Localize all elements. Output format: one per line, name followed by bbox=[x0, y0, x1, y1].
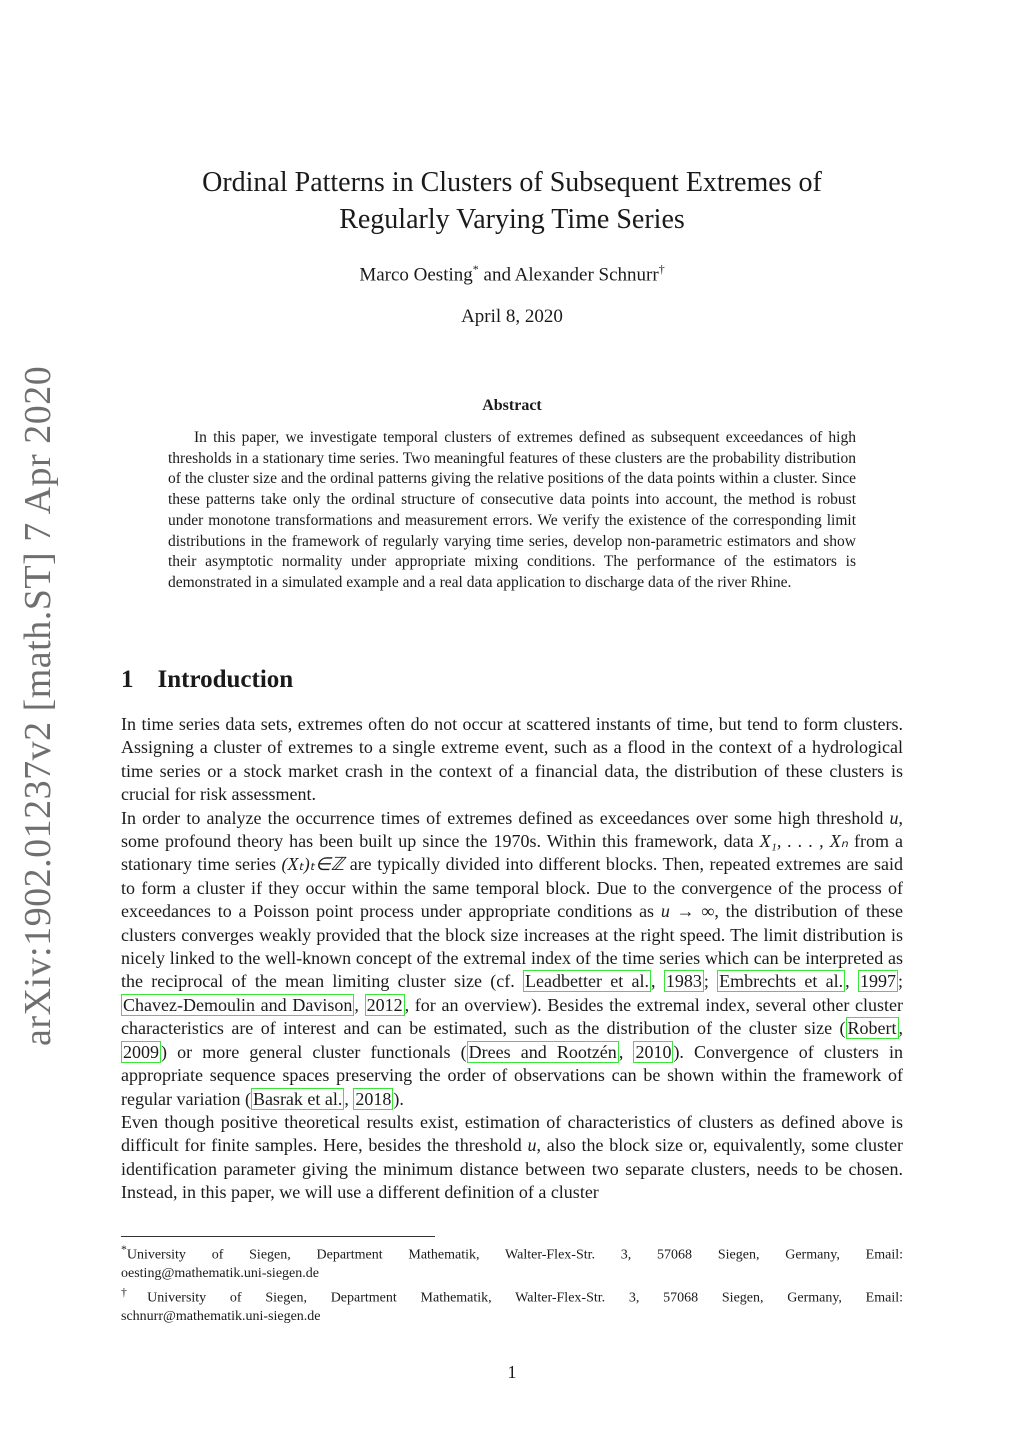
citation-year-link[interactable]: 2009 bbox=[123, 1041, 159, 1062]
math-u: u bbox=[889, 807, 899, 828]
footnote-mark: † bbox=[121, 1285, 148, 1299]
text-span: , some profound theory has been built up since the 1970s. Within this framework, data bbox=[121, 807, 903, 852]
footnote-text: University of Siegen, Department Mathematik, Walter-Flex-Str. 3, 57068 Siegen, Germany, Email: bbox=[147, 1290, 903, 1306]
citation-link[interactable]: Robert bbox=[847, 1018, 897, 1039]
intro-paragraph-3 bbox=[121, 1111, 903, 1205]
title-line-1: Ordinal Patterns in Clusters of Subsequent Extremes of bbox=[202, 167, 822, 198]
section-title: Introduction bbox=[157, 666, 294, 693]
text-span: ). bbox=[393, 1088, 404, 1109]
author-separator: and bbox=[478, 264, 515, 286]
citation-year-link[interactable]: 1983 bbox=[665, 971, 702, 992]
text-span: are typically divided into different blocks. Then, repeated extremes are said to form a cluster if they occur within the same temporal block. Due to the convergence of the process of exceedances to a Poisson point process under appropriate conditions as bbox=[121, 854, 903, 922]
authors bbox=[120, 262, 904, 286]
citation-link[interactable]: Embrechts et al. bbox=[719, 971, 844, 992]
text-span: Even though positive theoretical results exist, estimation of characteristics of clusters as defined above is difficult for finite samples. Here, besides the threshold bbox=[121, 1111, 903, 1156]
citation-year-link[interactable]: 2010 bbox=[635, 1041, 672, 1062]
math-limit: u → ∞ bbox=[660, 901, 715, 922]
abstract-text: In this paper, we investigate temporal clusters of extremes defined as subsequent exceedances of high thresholds in a stationary time series. Two meaningful features of these clusters are the probability distribution of the cluster size and the ordinal patterns giving the relative positions of the data points within a cluster. Since these patterns take only the ordinal structure of consecutive data points into account, the method is robust under monotone transformations and measurement errors. We verify the existence of the corresponding limit distributions in the framework of regularly varying time series, develop non-parametric estimators and show their asymptotic normality under appropriate mixing conditions. The performance of the estimators is demonstrated in a simulated example and a real data application to discharge data of the river Rhine. bbox=[168, 429, 856, 591]
footnotes bbox=[121, 1241, 903, 1326]
intro-paragraph-1: In time series data sets, extremes often do not occur at scattered instants of time, but tend to form clusters. Assigning a cluster of extremes to a single extreme event, such as a flood in the context of a hydrological time series or a stock market crash in the context of a financial data, the distribution of these clusters is crucial for risk assessment. bbox=[121, 714, 903, 805]
introduction-body bbox=[121, 713, 903, 1205]
footnote-1-line-1 bbox=[121, 1241, 903, 1265]
citation-link[interactable]: Leadbetter et al. bbox=[525, 971, 650, 992]
section-number: 1 bbox=[121, 666, 134, 693]
paper-title bbox=[120, 164, 904, 238]
citation-link[interactable]: Drees and Rootzén bbox=[468, 1041, 617, 1062]
footnote-mark: * bbox=[121, 1243, 127, 1256]
author-2-mark: † bbox=[658, 262, 665, 276]
math-u: u bbox=[527, 1135, 537, 1156]
text-span: , for an overview). Besides the extremal index, several other cluster characteristics are of interest and can be estimated, such as the distribution of the cluster size ( bbox=[121, 994, 904, 1039]
abstract-heading: Abstract bbox=[482, 397, 542, 414]
citation-year-link[interactable]: 1997 bbox=[859, 971, 896, 992]
text-span: ) or more general cluster functionals ( bbox=[161, 1041, 467, 1062]
author-2: Alexander Schnurr bbox=[514, 264, 659, 286]
text-span: from a stationary time series bbox=[121, 831, 904, 875]
intro-paragraph-2: In order to analyze the occurrence times of extremes defined as exceedances over some high threshold u, some profound theory has been built up since the 1970s. Within this framework, data X₁, . . . , Xₙ from a stationary time series (Xₜ)ₜ∈ℤ are typically divided into different blocks. Then, repeated extremes are said to form a cluster if they occur within the same temporal block. Due to the convergence of the process of exceedances to a Poisson point process under appropriate conditions as u → ∞, the distribution of these clusters converges weakly provided that the block size increases at the right speed. The limit distribution is nicely linked to the well-known concept of the extremal index of the time series which can be interpreted as the reciprocal of the mean limiting cluster size (cf. Leadbetter et al. , 1983 ; Embrechts et al. , 1997 ; Chavez-Demoulin and Davison , 2012 , for an overview). Besides the extremal index, several other cluster characteristics are of interest and can be estimated, such as the distribution of the cluster size ( Robert , 2009 ) or more general cluster functionals ( Drees and Rootzén , 2010 ). Convergence of clusters in appropriate sequence spaces preserving the order of observations can be shown within the framework of regular variation ( Basrak et al. , 2018 ). bbox=[121, 807, 904, 1109]
title-line-2: Regularly Varying Time Series bbox=[339, 204, 685, 235]
math-time-series: (Xₜ)ₜ∈ℤ bbox=[281, 854, 345, 875]
author-1-mark: * bbox=[472, 262, 479, 276]
text-span: In order to analyze the occurrence times of extremes defined as exceedances over some high threshold bbox=[121, 807, 890, 828]
footnote-1-email[interactable]: oesting@mathematik.uni-siegen.de bbox=[121, 1266, 319, 1282]
section-heading bbox=[121, 666, 293, 694]
footnote-text: University of Siegen, Department Mathematik, Walter-Flex-Str. 3, 57068 Siegen, Germany, Email: bbox=[126, 1247, 903, 1263]
text-span: , the distribution of these clusters converges weakly provided that the block size increases at the right speed. The limit distribution is nicely linked to the well-known concept of the extremal index of the time series which can be interpreted as the reciprocal of the mean limiting cluster size (cf. bbox=[121, 901, 903, 992]
citation-year-link[interactable]: 2018 bbox=[355, 1088, 392, 1109]
footnote-2-email[interactable]: schnurr@mathematik.uni-siegen.de bbox=[121, 1308, 321, 1324]
footnote-2-line-1 bbox=[121, 1284, 903, 1308]
author-1: Marco Oesting bbox=[359, 264, 473, 286]
citation-year-link[interactable]: 2012 bbox=[366, 994, 403, 1015]
citation-link[interactable]: Chavez-Demoulin and Davison bbox=[123, 994, 353, 1015]
citation-link[interactable]: Basrak et al. bbox=[252, 1088, 343, 1109]
page-number: 1 bbox=[507, 1362, 517, 1382]
footnote-rule bbox=[121, 1236, 435, 1237]
text-span: ). Convergence of clusters in appropriate sequence spaces preserving the order of observations can be shown within the framework of regular variation ( bbox=[121, 1041, 904, 1109]
arxiv-identifier: arXiv:1902.01237v2 [math.ST] 7 Apr 2020 bbox=[17, 365, 59, 1046]
math-data: X₁, . . . , Xₙ bbox=[759, 831, 848, 852]
paper-date: April 8, 2020 bbox=[461, 306, 563, 327]
text-span: , also the block size or, equivalently, some cluster identification parameter giving the minimum distance between two separate clusters, needs to be chosen. Instead, in this paper, we will use a different definition of a cluster bbox=[121, 1135, 904, 1203]
